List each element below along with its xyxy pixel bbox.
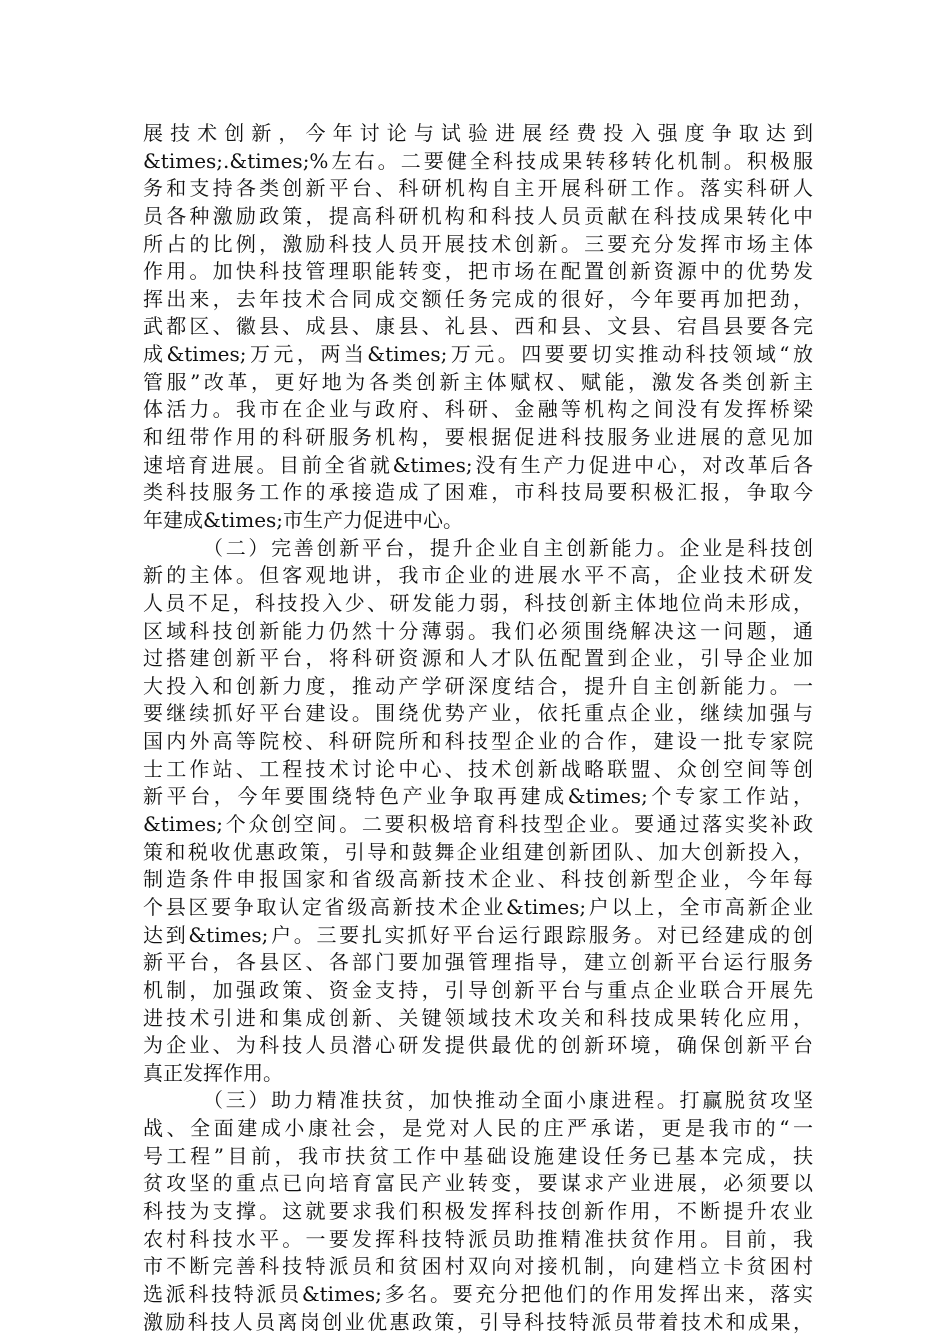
text-line: 市不断完善科技特派员和贫困村双向对接机制，向建档立卡贫困村: [143, 1254, 813, 1279]
text-line: 士工作站、工程技术讨论中心、技术创新战略联盟、众创空间等创: [143, 756, 813, 781]
text-line: 年建成&times;市生产力促进中心。: [143, 507, 464, 532]
text-line: 体活力。我市在企业与政府、科研、金融等机构之间没有发挥桥梁: [143, 397, 813, 422]
text-line: 真正发挥作用。: [143, 1060, 283, 1085]
text-line: &times;个众创空间。二要积极培育科技型企业。要通过落实奖补政: [143, 812, 813, 837]
text-line: 和纽带作用的科研服务机构，要根据促进科技服务业进展的意见加: [143, 425, 813, 450]
text-line: （二）完善创新平台，提升企业自主创新能力。企业是科技创: [203, 535, 813, 560]
text-line: 务和支持各类创新平台、科研机构自主开展科研工作。落实科研人: [143, 176, 813, 201]
text-line: 展技术创新，今年讨论与试验进展经费投入强度争取达到: [143, 121, 813, 145]
text-line: 要继续抓好平台建设。围绕优势产业，依托重点企业，继续加强与: [143, 701, 813, 726]
text-line: 战、全面建成小康社会，是党对人民的庄严承诺，更是我市的“一: [143, 1116, 813, 1141]
text-line: 成&times;万元，两当&times;万元。四要要切实推动科技领域“放: [143, 342, 813, 367]
text-line: 挥出来，去年技术合同成交额任务完成的很好，今年要再加把劲，: [143, 286, 813, 311]
text-line: 速培育进展。目前全省就&times;没有生产力促进中心，对改革后各: [143, 452, 813, 477]
text-line: 为企业、为科技人员潜心研发提供最优的创新环境，确保创新平台: [143, 1033, 813, 1058]
text-line: 号工程”目前，我市扶贫工作中基础设施建设任务已基本完成，扶: [143, 1143, 813, 1168]
text-line: 类科技服务工作的承接造成了困难，市科技局要积极汇报，争取今: [143, 480, 813, 505]
text-line: 武都区、徽县、成县、康县、礼县、西和县、文县、宕昌县要各完: [143, 314, 813, 339]
text-line: 新平台，各县区、各部门要加强管理指导，建立创新平台运行服务: [143, 950, 813, 975]
text-line: 管服”改革，更好地为各类创新主体赋权、赋能，激发各类创新主: [143, 369, 813, 394]
text-line: 激励科技人员离岗创业优惠政策，引导科技特派员带着技术和成果，: [143, 1309, 813, 1334]
text-line: 员各种激励政策，提高科研机构和科技人员贡献在科技成果转化中: [143, 203, 813, 228]
text-line: 机制，加强政策、资金支持，引导创新平台与重点企业联合开展先: [143, 977, 813, 1002]
text-line: 过搭建创新平台，将科研资源和人才队伍配置到企业，引导企业加: [143, 646, 813, 671]
text-line: 作用。加快科技管理职能转变，把市场在配置创新资源中的优势发: [143, 259, 813, 284]
text-line: 大投入和创新力度，推动产学研深度结合，提升自主创新能力。一: [143, 673, 813, 698]
text-line: 区域科技创新能力仍然十分薄弱。我们必须围绕解决这一问题，通: [143, 618, 813, 643]
text-line: 选派科技特派员&times;多名。要充分把他们的作用发挥出来，落实: [143, 1281, 813, 1306]
body-text: [143, 120, 813, 1336]
text-line: （三）助力精准扶贫，加快推动全面小康进程。打赢脱贫攻坚: [203, 1088, 813, 1113]
text-line: 农村科技水平。一要发挥科技特派员助推精准扶贫作用。目前，我: [143, 1226, 813, 1251]
text-line: 人员不足，科技投入少、研发能力弱，科技创新主体地位尚未形成，: [143, 590, 813, 615]
text-line: 个县区要争取认定省级高新技术企业&times;户以上，全市高新企业: [143, 894, 813, 919]
text-line: &times;.&times;%左右。二要健全科技成果转移转化机制。积极服: [143, 148, 813, 173]
text-line: 策和税收优惠政策，引导和鼓舞企业组建创新团队、加大创新投入，: [143, 839, 813, 864]
text-line: 贫攻坚的重点已向培育富民产业转变，要谋求产业进展，必须要以: [143, 1171, 813, 1196]
text-line: 进技术引进和集成创新、关键领域技术攻关和科技成果转化应用，: [143, 1005, 813, 1030]
text-line: 科技为支撑。这就要求我们积极发挥科技创新作用，不断提升农业: [143, 1198, 813, 1223]
text-line: 新平台，今年要围绕特色产业争取再建成&times;个专家工作站，: [143, 784, 813, 809]
text-line: 达到&times;户。三要扎实抓好平台运行跟踪服务。对已经建成的创: [143, 922, 813, 947]
text-line: 制造条件申报国家和省级高新技术企业、科技创新型企业，今年每: [143, 867, 813, 892]
text-line: 国内外高等院校、科研院所和科技型企业的合作，建设一批专家院: [143, 729, 813, 754]
text-line: 所占的比例，激励科技人员开展技术创新。三要充分发挥市场主体: [143, 231, 813, 256]
text-line: 新的主体。但客观地讲，我市企业的进展水平不高，企业技术研发: [143, 563, 813, 588]
